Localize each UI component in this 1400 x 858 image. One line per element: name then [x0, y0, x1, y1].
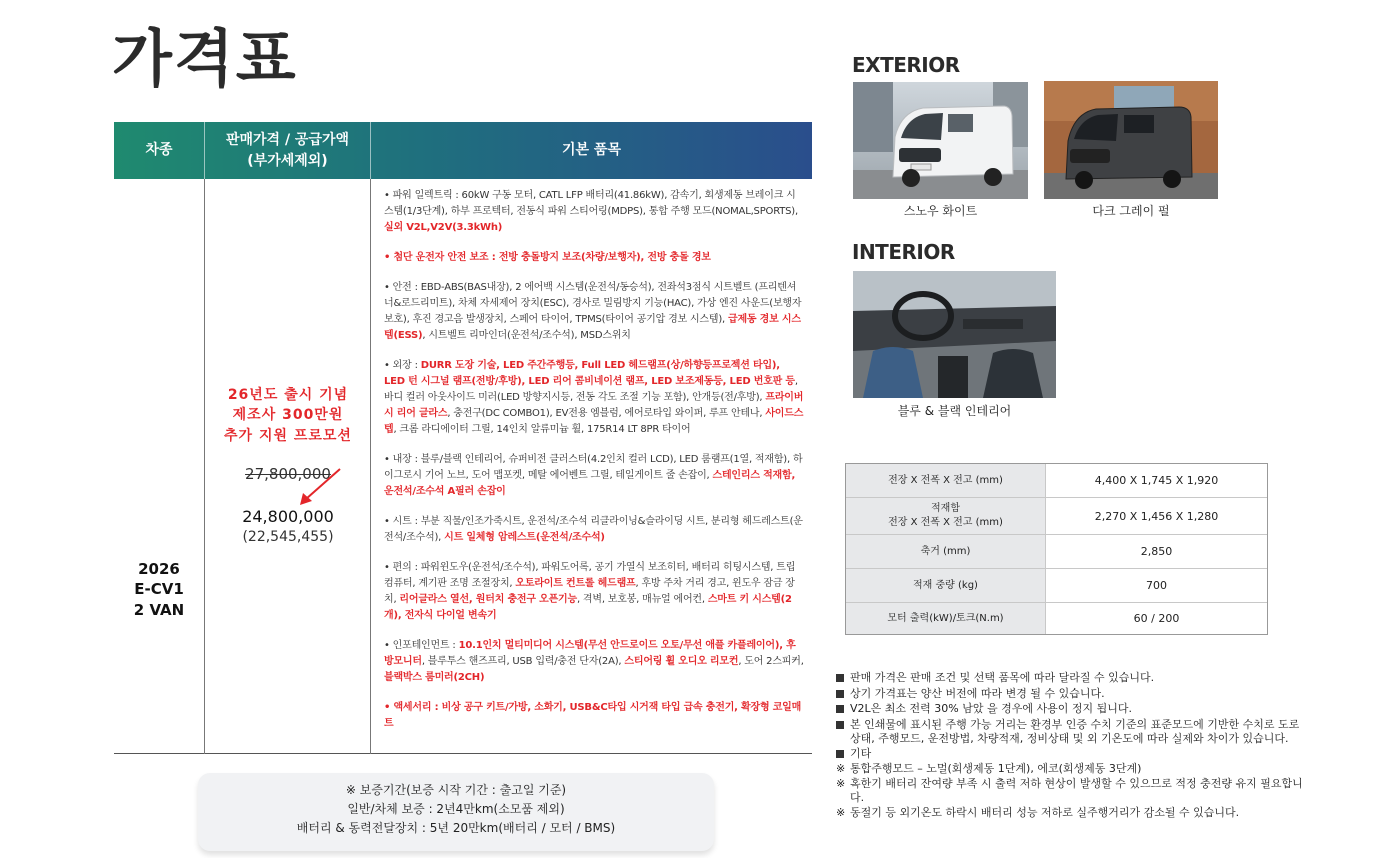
note-text: 상기 가격표는 양산 버전에 따라 변경 될 수 있습니다.: [850, 686, 1105, 700]
note-item: [836, 718, 1306, 747]
feature-text: 리어글라스 열선, 원터치 충전구 오픈기능: [399, 594, 577, 605]
exterior-caption-white: 스노우 화이트: [903, 204, 978, 218]
note-text: 혹한기 배터리 잔여량 부족 시 출력 저하 현상이 발생할 수 있으므로 적정 충전량 유지 필요합니다.: [850, 776, 1303, 804]
square-bullet-icon: [836, 690, 844, 698]
notes-list: [836, 671, 1306, 820]
feature-text: 실외 V2L,V2V(3.3kWh): [384, 222, 503, 233]
spec-label: 모터 출력(kW)/토크(N.m): [846, 603, 1045, 634]
note-text: 통합주행모드 – 노멀(회생제동 1단계), 에코(회생제동 3단계): [850, 762, 1142, 775]
feature-text: 사이드스텝: [384, 408, 804, 435]
feature-text: • 인포테인먼트 :: [384, 640, 459, 651]
spec-value: 700: [1045, 569, 1267, 602]
feature-item: [384, 638, 804, 686]
feature-text: 프라이버시 리어 글라스: [384, 392, 804, 419]
square-bullet-icon: [836, 705, 844, 713]
header-model: 차종: [145, 142, 173, 159]
model-name: 2026 E-CV1 2 VAN: [133, 560, 185, 619]
header-price-line2: (부가세제외): [247, 152, 328, 169]
note-text: 판매 가격은 판매 조건 및 선택 품목에 따라 달라질 수 있습니다.: [850, 671, 1155, 684]
note-text: 기타: [850, 746, 872, 760]
original-price: 27,800,000: [245, 465, 331, 483]
feature-text: • 안전 : EBD-ABS(BAS내장), 2 에어백 시스템(운전석/동승석), 전좌석3점식 시트벨트 (프리텐셔너&로드리미트), 차체 자세제어 장치(ESC), 경사로 밀림방지 기능(HAC), 가상 엔진 사운드(보행자 보호), 후진 경고음 발생장치, 스페어 타이어, TPMS(타이어 공기압 경보 시스템),: [384, 282, 802, 325]
feature-text: 10.1인치 멀티미디어 시스템(무선 안드로이드 오토/무선 애플 카플레이어), 후방모니터: [384, 640, 796, 667]
van-white-photo: [853, 82, 1028, 199]
column-divider: [370, 179, 371, 754]
spec-row: [846, 534, 1267, 568]
spec-label: 축거 (mm): [846, 535, 1045, 568]
feature-text: , 격벽, 보호봉, 매뉴얼 에어컨,: [576, 594, 708, 605]
note-item: [836, 687, 1306, 703]
feature-text: • 내장 : 블루/블랙 인테리어, 슈퍼비전 클러스터(4.2인치 컬러 LCD), LED 룸램프(1열, 적재함), 하이그로시 기어 노브, 도어 맵포켓, 메탈 에어벤트 그릴, 테일게이트 줄 손잡이,: [384, 454, 803, 481]
warranty-line: 배터리 & 동력전달장치 : 5년 20만km(배터리 / 모터 / BMS): [296, 821, 616, 835]
warranty-line: ※ 보증기간(보증 시작 기간 : 출고일 기준): [345, 783, 567, 797]
header-price-line1: 판매가격 / 공급가액: [225, 132, 350, 149]
warranty-box: [198, 773, 714, 851]
feature-item: [384, 250, 804, 266]
warranty-line: 일반/차체 보증 : 2년4만km(소모품 제외): [347, 802, 565, 816]
feature-text: , 크롬 라디에이터 그릴, 14인치 알류미늄 휠, 175R14 LT 8PR 타이어: [393, 424, 691, 435]
feature-item: [384, 514, 804, 546]
feature-text: 스마트 키 시스템(2개), 전자식 다이얼 변속기: [384, 594, 792, 621]
interior-caption: 블루 & 블랙 인테리어: [897, 404, 1012, 418]
feature-item: [384, 452, 804, 500]
spec-label: 전장 X 전폭 X 전고 (mm): [846, 464, 1045, 497]
price-table: [114, 122, 812, 754]
feature-item: [384, 188, 804, 236]
spec-label: 적재 중량 (kg): [846, 569, 1045, 602]
feature-text: • 시트 : 부분 직물/인조가죽시트, 운전석/조수석 리클라이닝&슬라이딩 시트, 분리형 헤드레스트(운전석/조수석),: [384, 516, 803, 543]
spec-row: [846, 602, 1267, 634]
promotion-text: 26년도 출시 기념 제조사 300만원 추가 지원 프로모션: [224, 387, 352, 444]
note-text: 동절기 등 외기온도 하락시 배터리 성능 저하로 실주행거리가 감소될 수 있습니다.: [850, 805, 1240, 819]
header-items: 기본 품목: [562, 142, 621, 159]
interior-heading: INTERIOR: [852, 240, 955, 264]
note-item: ※ 동절기 등 외기온도 하락시 배터리 성능 저하로 실주행거리가 감소될 수 있습니다.: [836, 805, 1240, 819]
spec-row: [846, 568, 1267, 602]
note-item: [836, 671, 1306, 687]
feature-text: • 편의 : 파워윈도우(운전석/조수석), 파워도어록, 공기 가열식 보조히터, 배터리 히팅시스템, 트립컴퓨터, 계기판 조명 조절장치,: [384, 562, 796, 589]
column-divider: [204, 179, 205, 754]
header-price: [205, 122, 370, 179]
feature-text: , 시트벨트 리마인더(운전석/조수석), MSD스위치: [422, 330, 631, 341]
price-down-arrow-icon: [294, 466, 344, 508]
feature-text: , 블루투스 핸즈프리, USB 입력/충전 단자(2A),: [421, 656, 625, 667]
note-item: [836, 747, 1306, 763]
interior-photo: [853, 271, 1056, 398]
spec-value: 2,270 X 1,456 X 1,280: [1045, 498, 1267, 534]
feature-text: , 충전구(DC COMBO1), EV전용 엠블럼, 에어로타입 와이퍼, 루프 안테나,: [447, 408, 766, 419]
feature-text: • 외장 :: [384, 360, 421, 371]
note-item: ※ 통합주행모드 – 노멀(회생제동 1단계), 에코(회생제동 3단계): [836, 762, 1142, 775]
van-gray-photo: [1044, 81, 1218, 199]
supply-price: (22,545,455): [242, 529, 334, 545]
square-bullet-icon: [836, 750, 844, 758]
spec-row: [846, 464, 1267, 497]
feature-text: 시트 일체형 암레스트(운전석/조수석): [444, 532, 605, 543]
feature-item: [384, 280, 804, 344]
feature-text: , 도어 2스피커,: [738, 656, 804, 667]
feature-text: 블랙박스 룸미러(2CH): [384, 672, 485, 683]
feature-text: • 첨단 운전자 안전 보조 : 전방 충돌방지 보조(차량/보행자), 전방 충돌 경보: [384, 252, 711, 263]
feature-item: [384, 560, 804, 624]
feature-text: • 파워 일렉트릭 : 60kW 구동 모터, CATL LFP 배터리(41.86kW), 감속기, 회생제동 브레이크 시스템(1/3단계), 하부 프로텍터, 전동식 파워 스티어링(MDPS), 통합 주행 모드(NOMAL,SPORTS),: [384, 190, 798, 217]
square-bullet-icon: [836, 674, 844, 682]
square-bullet-icon: [836, 721, 844, 729]
feature-text: , 바디 컬러 아웃사이드 미러(LED 방향지시등, 전동 각도 조절 기능 포함), 안개등(전/후방),: [384, 376, 798, 403]
note-item: ※ 혹한기 배터리 잔여량 부족 시 출력 저하 현상이 발생할 수 있으므로 적정 충전량 유지 필요합니다.: [836, 777, 1306, 806]
page-title: 가격표: [112, 22, 298, 95]
spec-value: 60 / 200: [1045, 603, 1267, 634]
feature-item: [384, 700, 804, 732]
exterior-caption-gray: 다크 그레이 펄: [1092, 204, 1170, 218]
feature-text: DURR 도장 기술, LED 주간주행등, Full LED 헤드램프(상/하향등프로젝션 타입), LED 턴 시그널 램프(전방/후방), LED 리어 콤비네이션 램프, LED 보조제동등, LED 번호판 등: [384, 360, 795, 387]
note-text: V2L은 최소 전력 30% 남았 을 경우에 사용이 정지 됩니다.: [850, 702, 1132, 715]
spec-table: [845, 463, 1268, 635]
spec-row: [846, 497, 1267, 534]
note-item: [836, 702, 1306, 718]
feature-text: 스테인리스 적재함, 운전석/조수석 A필러 손잡이: [384, 470, 796, 497]
feature-item: [384, 358, 804, 438]
spec-value: 2,850: [1045, 535, 1267, 568]
feature-text: 오토라이트 컨트롤 헤드램프: [515, 578, 636, 589]
spec-value: 4,400 X 1,745 X 1,920: [1045, 464, 1267, 497]
exterior-heading: EXTERIOR: [852, 53, 960, 77]
feature-text: , 후방 주차 거리 경고, 윈도우 잠금 장치,: [384, 578, 795, 605]
feature-text: • 액세서리 : 비상 공구 키트/가방, 소화기, USB&C타입 시거잭 타입 급속 충전기, 확장형 코일매트: [384, 702, 802, 729]
feature-text: 급제동 경보 시스템(ESS): [384, 314, 801, 341]
note-text: 본 인쇄물에 표시된 주행 가능 거리는 환경부 인증 수치 기준의 표준모드에 기반한 수치로 도로상태, 주행모드, 운전방법, 차량적재, 정비상태 및 외 기온도에 따라 실제와 차이가 있습니다.: [850, 717, 1300, 745]
spec-label: 적재함 전장 X 전폭 X 전고 (mm): [846, 498, 1045, 534]
feature-list: [384, 188, 804, 746]
sale-price: 24,800,000: [242, 507, 334, 526]
feature-text: 스티어링 휠 오디오 리모컨: [624, 656, 739, 667]
table-header: [114, 122, 812, 179]
